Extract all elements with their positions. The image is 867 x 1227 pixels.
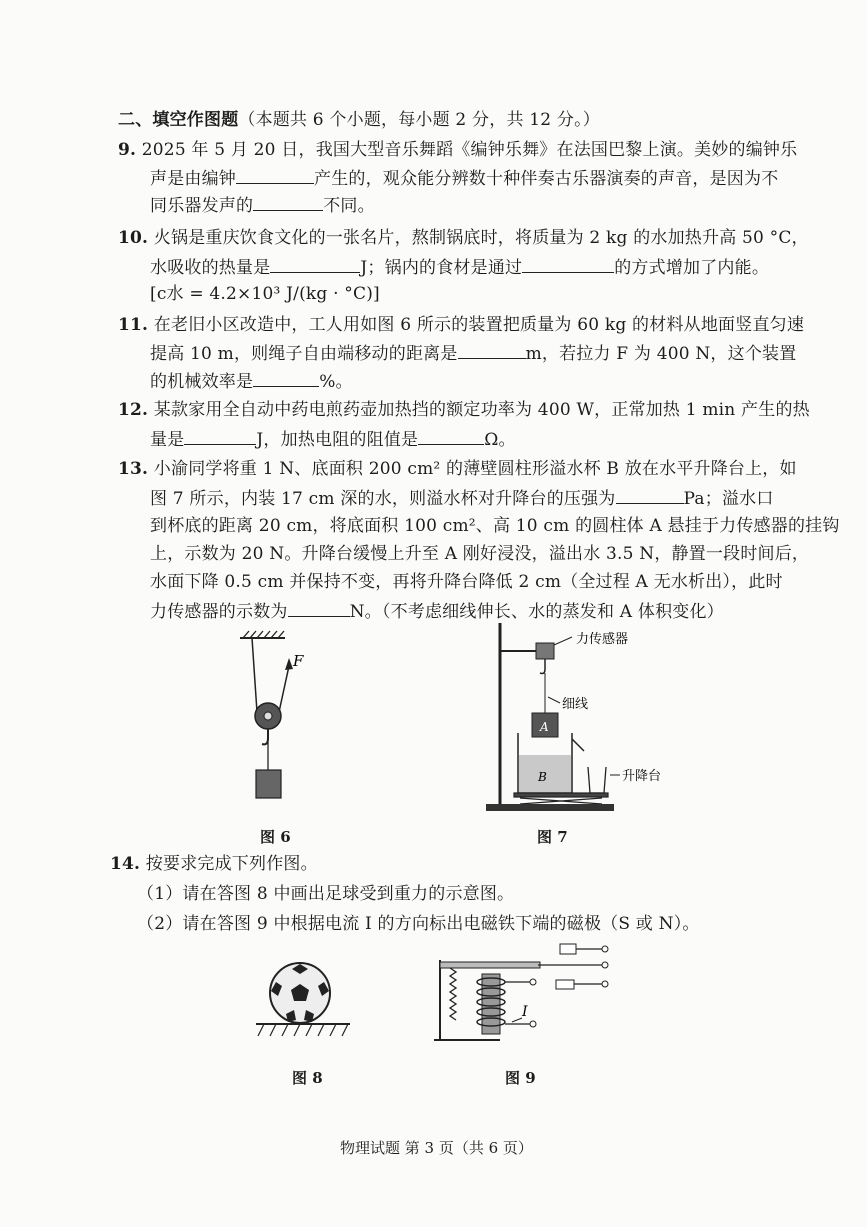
q9-text-2b: 产生的，观众能分辨数十种伴奏古乐器演奏的声音，是因为不 — [314, 169, 779, 189]
thread-label: 细线 — [562, 696, 589, 711]
q14-part-1 — [137, 882, 514, 906]
q13-blank-2[interactable] — [288, 598, 350, 617]
q10-text-2b: J；锅内的食材是通过 — [360, 258, 523, 278]
q10-line-1 — [118, 226, 809, 250]
q9-line-3 — [150, 192, 375, 218]
q12-number: 12. — [118, 400, 149, 420]
q13-text-6a: 力传感器的示数为 — [150, 602, 288, 622]
force-arrow — [285, 658, 293, 670]
q11-blank-2[interactable] — [253, 368, 319, 387]
q9-text-3a: 同乐器发声的 — [150, 196, 254, 216]
terminal-arm — [602, 962, 608, 968]
terminal-contact — [602, 981, 608, 987]
q9-blank-2[interactable] — [253, 192, 323, 211]
force-sensor — [536, 643, 554, 659]
contact-bottom — [556, 980, 574, 989]
q12-line-2 — [150, 426, 516, 452]
q10-text-2c: 的方式增加了内能。 — [614, 258, 770, 278]
terminal-coil-bottom — [530, 1021, 536, 1027]
q11-text-2a: 提高 10 m，则绳子自由端移动的距离是 — [150, 344, 458, 364]
ceiling-hatch — [243, 631, 284, 638]
figure-8-football — [250, 958, 360, 1042]
figure-6-caption: 图 6 — [260, 828, 291, 846]
load-block — [256, 770, 281, 798]
q13-text-6b: N。（不考虑细线伸长、水的蒸发和 A 体积变化） — [349, 602, 724, 622]
q13-line-5 — [150, 570, 783, 594]
q13-text-3: 到杯底的距离 20 cm，将底面积 100 cm²、高 10 cm 的圆柱体 A 悬挂于力传感器的挂钩 — [150, 516, 840, 536]
rope-fixed — [252, 638, 257, 712]
current-arrow — [512, 1018, 522, 1022]
q9-text-3b: 不同。 — [323, 196, 375, 216]
sensor-hook — [540, 659, 545, 674]
q11-number: 11. — [118, 315, 149, 335]
section-note: （本题共 6 个小题，每小题 2 分，共 12 分。） — [238, 110, 600, 130]
section-header — [118, 108, 600, 132]
figure-6-pulley — [225, 630, 335, 810]
q13-text-4: 上，示数为 20 N。升降台缓慢上升至 A 刚好浸没，溢出水 3.5 N，静置一段时间后， — [150, 544, 810, 564]
q10-line-2 — [150, 254, 769, 280]
q11-line-2 — [150, 340, 796, 366]
q12-text-1: 某款家用全自动中药电煎药壶加热挡的额定功率为 400 W，正常加热 1 min 产生的热 — [153, 400, 810, 420]
spring — [450, 968, 456, 1020]
q13-text-2a: 图 7 所示，内装 17 cm 深的水，则溢水杯对升降台的压强为 — [150, 489, 616, 509]
q13-text-5: 水面下降 0.5 cm 并保持不变，再将升降台降低 2 cm（全过程 A 无水析出），此时 — [150, 572, 783, 592]
beaker — [588, 767, 606, 793]
pulley-axle — [264, 712, 272, 720]
q11-line-3 — [150, 368, 353, 394]
sensor-label: 力传感器 — [576, 631, 629, 646]
page-footer: 物理试题 第 3 页（共 6 页） — [340, 1139, 533, 1157]
q10-blank-2[interactable] — [522, 254, 614, 273]
figure-7-caption: 图 7 — [537, 828, 568, 846]
lift-platform — [514, 793, 608, 804]
q14-number: 14. — [110, 854, 141, 874]
thread-leader — [548, 697, 560, 703]
q11-text-1: 在老旧小区改造中，工人用如图 6 所示的装置把质量为 60 kg 的材料从地面竖直匀速 — [153, 315, 805, 335]
figure-8-caption: 图 8 — [292, 1069, 323, 1087]
q10-blank-1[interactable] — [270, 254, 360, 273]
q10-line-3 — [150, 282, 380, 306]
q9-text-2a: 声是由编钟 — [150, 169, 236, 189]
q12-blank-1[interactable] — [184, 426, 256, 445]
q13-line-4 — [150, 542, 809, 566]
stand-base — [486, 804, 614, 811]
q9-line-2 — [150, 165, 778, 191]
section-title: 二、填空作图题 — [118, 110, 239, 130]
q13-blank-1[interactable] — [616, 485, 684, 504]
rope-free-end — [279, 666, 289, 712]
lift-label: 升降台 — [622, 768, 662, 783]
q14-part-2 — [137, 912, 700, 936]
q9-blank-1[interactable] — [236, 165, 314, 184]
q12-text-2c: Ω。 — [484, 430, 516, 450]
sensor-leader — [554, 637, 572, 645]
q11-text-3b: %。 — [319, 372, 353, 392]
q13-text-1: 小渝同学将重 1 N、底面积 200 cm² 的薄壁圆柱形溢水杯 B 放在水平升降台上，如 — [153, 459, 797, 479]
contact-top — [560, 944, 576, 954]
cylinder-a-label: A — [540, 720, 549, 734]
figure-9-caption: 图 9 — [505, 1069, 536, 1087]
q10-specific-heat: [c水 = 4.2×10³ J/(kg · °C)] — [150, 284, 380, 304]
figure-9-electromagnet — [430, 940, 610, 1050]
q13-line-3 — [150, 514, 840, 538]
q14-part-2-text: （2）请在答图 9 中根据电流 I 的方向标出电磁铁下端的磁极（S 或 N）。 — [137, 914, 700, 934]
overflow-spout — [572, 739, 584, 751]
q11-line-1 — [118, 313, 804, 337]
q12-blank-2[interactable] — [418, 426, 484, 445]
ground-hatch — [258, 1024, 348, 1036]
q13-number: 13. — [118, 459, 149, 479]
q11-text-2b: m，若拉力 F 为 400 N，这个装置 — [525, 344, 797, 364]
q10-text-1: 火锅是重庆饮食文化的一张名片，熬制锅底时，将质量为 2 kg 的水加热升高 50 °C， — [153, 228, 809, 248]
q12-text-2b: J，加热电阻的阻值是 — [256, 430, 419, 450]
q13-line-1 — [118, 457, 797, 481]
force-label: F — [293, 652, 304, 670]
q9-text-1: 2025 年 5 月 20 日，我国大型音乐舞蹈《编钟乐舞》在法国巴黎上演。美妙的编钟乐 — [141, 140, 798, 160]
q9-line-1 — [118, 138, 797, 162]
q11-blank-1[interactable] — [458, 340, 526, 359]
armature-bar — [440, 962, 540, 968]
q10-number: 10. — [118, 228, 149, 248]
q14-text-1: 按要求完成下列作图。 — [145, 854, 318, 874]
figure-7-apparatus — [480, 615, 680, 820]
hook — [262, 729, 268, 744]
q12-text-2a: 量是 — [150, 430, 185, 450]
q10-text-2a: 水吸收的热量是 — [150, 258, 271, 278]
q13-line-2 — [150, 485, 774, 511]
q9-number: 9. — [118, 140, 137, 160]
q12-line-1 — [118, 398, 810, 422]
terminal-coil-top — [530, 979, 536, 985]
current-label: I — [522, 1004, 528, 1020]
q14-part-1-text: （1）请在答图 8 中画出足球受到重力的示意图。 — [137, 884, 515, 904]
terminal-top — [602, 946, 608, 952]
cup-b-label: B — [538, 770, 547, 784]
q13-text-2b: Pa；溢水口 — [683, 489, 774, 509]
q11-text-3a: 的机械效率是 — [150, 372, 254, 392]
q14-line-1 — [110, 852, 318, 876]
